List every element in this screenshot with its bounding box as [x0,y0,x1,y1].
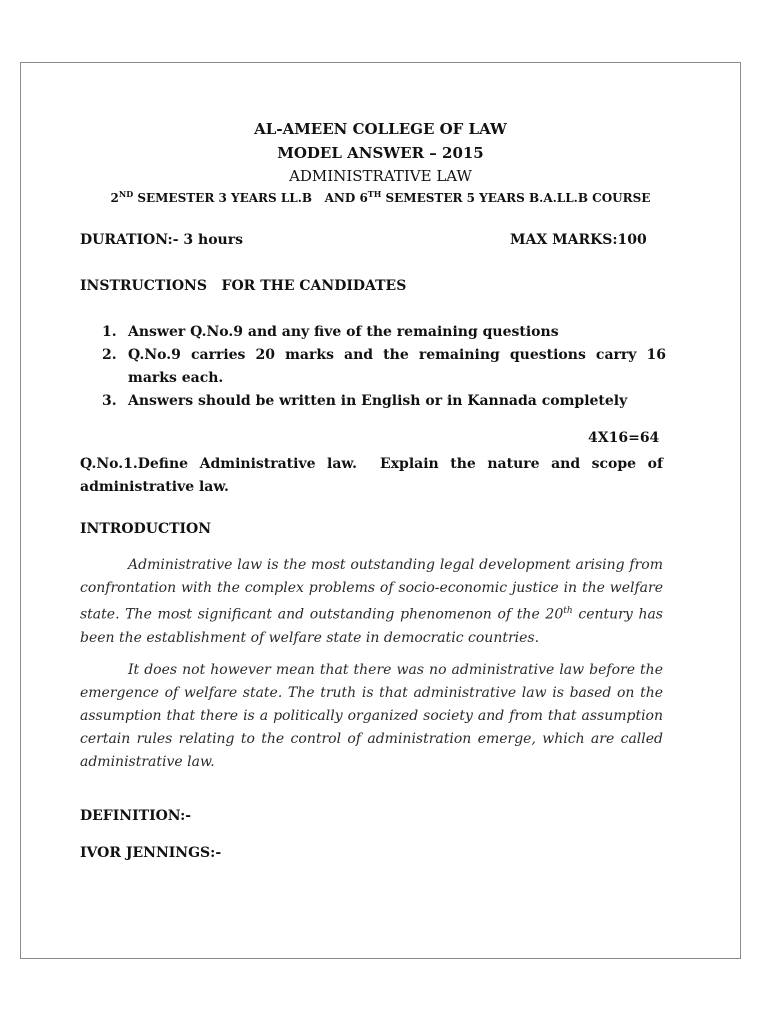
semester-line [20,189,741,205]
question-1: Q.No.1.Define Administrative law. Explain the nature and scope of administrative law. [80,456,668,495]
instruction-item [102,344,666,390]
definition-heading: DEFINITION:- [80,808,192,824]
semester-2-suffix: TH [367,189,382,199]
paragraph-1-text-b: century has been the establishment of welfare state in democratic countries. [80,606,663,646]
semester-2-number: 6 [359,191,368,205]
subject-title: ADMINISTRATIVE LAW [289,167,472,185]
introduction-heading: INTRODUCTION [80,521,212,537]
instruction-item [102,390,666,413]
instructions-list [102,321,666,413]
instruction-text: Answer Q.No.9 and any five of the remaining questions [128,324,559,340]
semester-1-number: 2 [110,191,119,205]
semester-2-text: SEMESTER 5 YEARS B.A.LL.B COURSE [381,191,651,205]
semester-1-text: SEMESTER 3 YEARS LL.B AND [133,191,360,205]
max-marks: MAX MARKS:100 [510,232,647,248]
semester-1-suffix: ND [118,189,134,199]
instruction-text: Q.No.9 carries 20 marks and the remaining questions carry 16 marks each. [128,347,666,386]
college-name: AL-AMEEN COLLEGE OF LAW [254,120,507,138]
section-marks: 4X16=64 [588,430,660,446]
paragraph-1-text-a: Administrative law is the most outstanding legal development arising from confrontation with the complex problems of socio-economic justice in the welfare state. The most significant and outstanding phenomenon of the 20 [80,557,663,623]
introduction-paragraph-1 [80,554,663,650]
instruction-text: Answers should be written in English or in Kannada completely [128,393,628,409]
instructions-title: INSTRUCTIONS FOR THE CANDIDATES [80,278,407,294]
introduction-paragraph-2: It does not however mean that there was no administrative law before the emergence of welfare state. The truth is that administrative law is based on the assumption that there is a politically organized society and from that assumption certain rules relating to the control of administration emerge, which are called administrative law. [80,662,663,770]
instruction-number: 2. [102,347,117,363]
instruction-number: 1. [102,324,117,340]
paragraph-1-superscript: th [563,606,573,616]
instruction-number: 3. [102,393,117,409]
duration: DURATION:- 3 hours [80,232,243,248]
model-answer-title: MODEL ANSWER – 2015 [277,144,484,162]
ivor-jennings-heading: IVOR JENNINGS:- [80,845,222,861]
instruction-item [102,321,666,344]
